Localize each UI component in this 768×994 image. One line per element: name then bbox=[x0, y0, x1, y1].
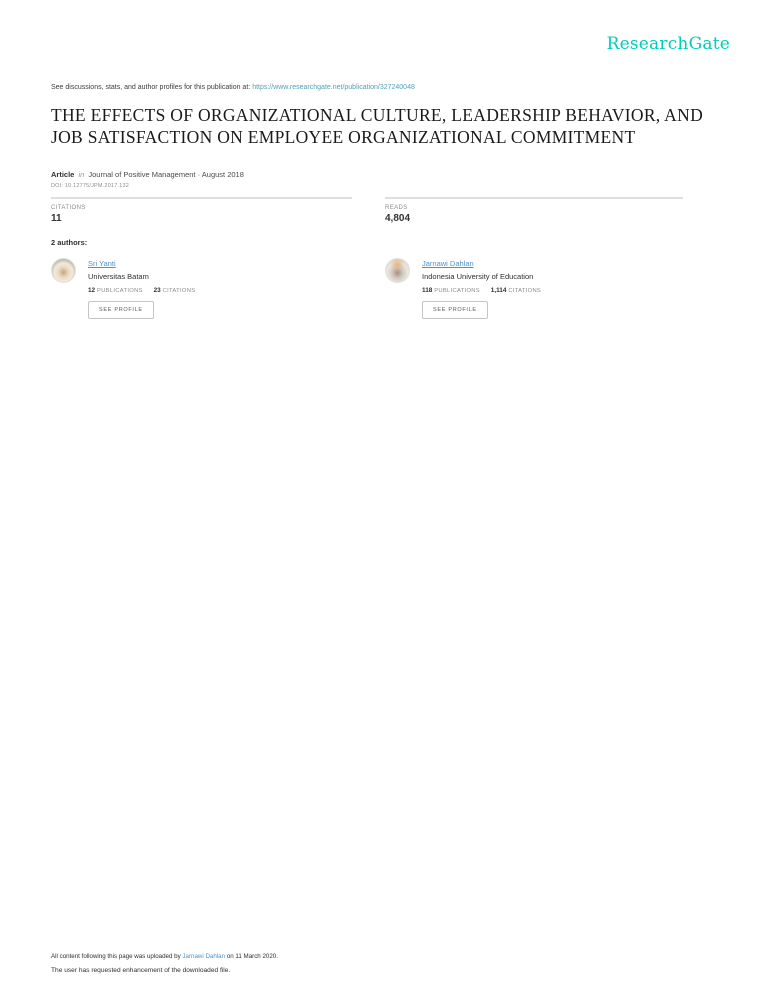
author-affiliation: Universitas Batam bbox=[88, 272, 149, 281]
article-in-label: in bbox=[78, 170, 85, 179]
upload-note-prefix: All content following this page was uploaded by bbox=[51, 953, 181, 960]
disclaimer-text: See discussions, stats, and author profiles for this publication at: bbox=[51, 84, 251, 91]
author-citations-label: CITATIONS bbox=[508, 288, 542, 294]
author-citations-value: 23 bbox=[153, 287, 161, 294]
enhancement-note: The user has requested enhancement of the downloaded file. bbox=[51, 967, 231, 974]
author-publications-label: PUBLICATIONS bbox=[97, 288, 143, 294]
author-publications-label: PUBLICATIONS bbox=[434, 288, 480, 294]
reads-label: READS bbox=[385, 205, 408, 211]
author-avatar bbox=[51, 258, 76, 283]
author-card-jarnawi-dahlan bbox=[385, 256, 685, 324]
article-title-line2: JOB SATISFACTION ON EMPLOYEE ORGANIZATIONAL COMMITMENT bbox=[51, 127, 636, 147]
author-name-link[interactable]: Jarnawi Dahlan bbox=[422, 259, 474, 268]
citations-label: CITATIONS bbox=[51, 205, 86, 211]
uploader-link[interactable]: Jarnawi Dahlan bbox=[182, 953, 226, 960]
article-title-line1: THE EFFECTS OF ORGANIZATIONAL CULTURE, LEADERSHIP BEHAVIOR, AND bbox=[51, 105, 704, 125]
author-publications-value: 12 bbox=[88, 287, 96, 294]
see-profile-button[interactable]: SEE PROFILE bbox=[422, 301, 488, 319]
author-affiliation: Indonesia University of Education bbox=[422, 272, 534, 281]
article-meta-line bbox=[51, 170, 244, 179]
article-title bbox=[51, 104, 731, 148]
upload-note-line bbox=[51, 953, 278, 960]
reads-value: 4,804 bbox=[385, 213, 411, 224]
author-name-link[interactable]: Sri Yanti bbox=[88, 259, 116, 268]
journal-name: Journal of Positive Management · August 2018 bbox=[88, 170, 244, 179]
author-stats bbox=[88, 287, 195, 294]
author-publications-value: 118 bbox=[422, 287, 433, 294]
divider-right bbox=[385, 197, 683, 199]
author-stats bbox=[422, 287, 541, 294]
article-type-label: Article bbox=[51, 170, 75, 179]
disclaimer-line bbox=[51, 84, 415, 91]
author-card-sri-yanti bbox=[51, 256, 351, 324]
author-citations-label: CITATIONS bbox=[162, 288, 196, 294]
researchgate-logo: ResearchGate bbox=[606, 34, 730, 54]
authors-heading: 2 authors: bbox=[51, 238, 88, 247]
citations-value: 11 bbox=[51, 213, 62, 224]
doi-line: DOI: 10.12775/JPM.2017.132 bbox=[51, 183, 129, 189]
author-citations-value: 1,114 bbox=[490, 287, 507, 294]
divider-left bbox=[51, 197, 352, 199]
author-avatar bbox=[385, 258, 410, 283]
publication-url-link[interactable]: https://www.researchgate.net/publication/327240048 bbox=[252, 84, 415, 91]
upload-note-suffix: on 11 March 2020. bbox=[226, 953, 278, 960]
see-profile-button[interactable]: SEE PROFILE bbox=[88, 301, 154, 319]
